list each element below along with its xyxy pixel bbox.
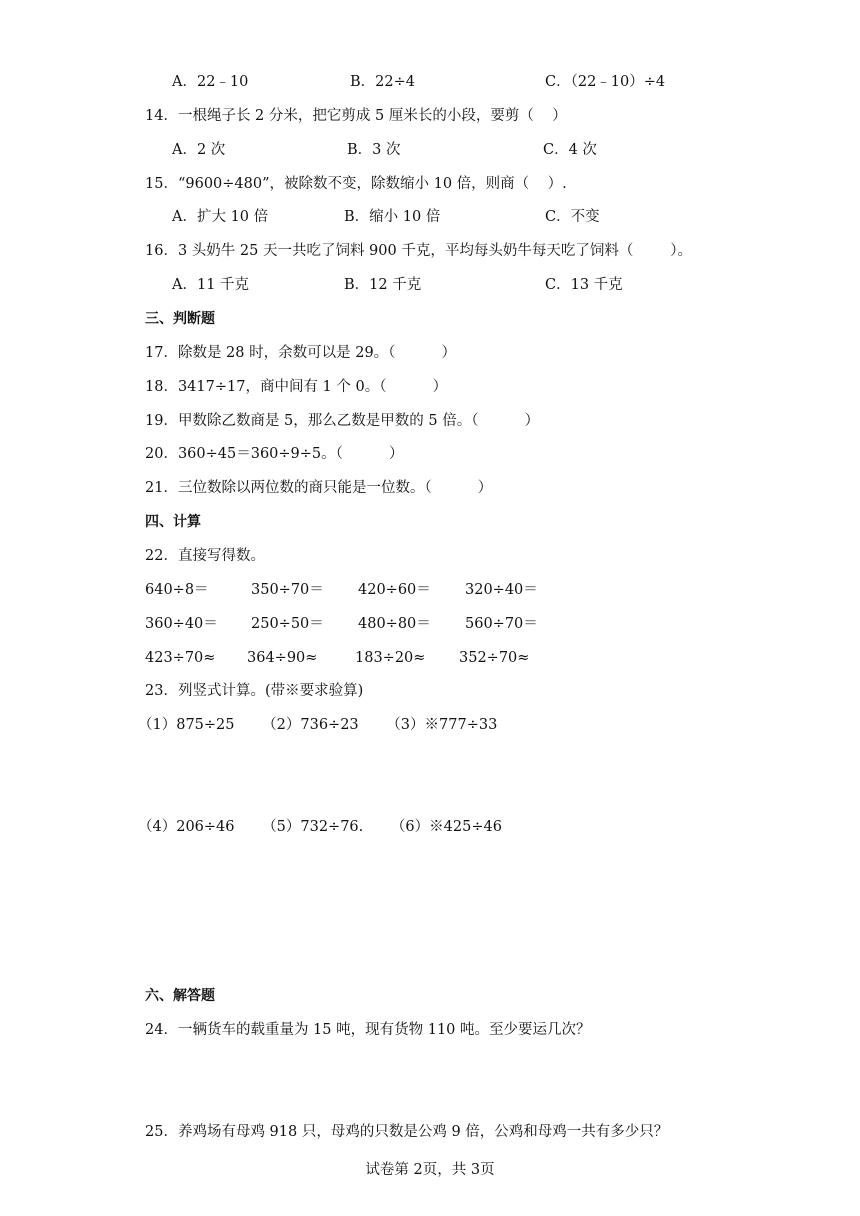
q25: 25．养鸡场有母鸡 918 只，母鸡的只数是公鸡 9 倍，公鸡和母鸡一共有多少只？: [145, 1124, 669, 1140]
q22-item: 360÷40＝: [145, 616, 218, 632]
q22-item: 320÷40＝: [465, 582, 538, 598]
section-heading-judgement: 三、判断题: [145, 311, 215, 327]
q13-option-b: B．22÷4: [350, 74, 415, 90]
q16-stem: 16．3 头奶牛 25 天一共吃了饲料 900 千克，平均每头奶牛每天吃了饲料（ ）。: [145, 243, 692, 259]
q19: 19．甲数除乙数商是 5，那么乙数是甲数的 5 倍。（ ）: [145, 413, 540, 429]
q14-option-b: B．3 次: [347, 142, 401, 158]
q15-option-c: C．不变: [545, 209, 600, 225]
section-heading-word-problems: 六、解答题: [145, 988, 215, 1004]
q22-item: 480÷80＝: [358, 616, 431, 632]
q22-item: 350÷70＝: [251, 582, 324, 598]
page-footer: 试卷第 2页，共 3页: [365, 1162, 495, 1178]
q23-stem: 23．列竖式计算。(带※要求验算): [145, 683, 364, 699]
q23-row-2: （4）206÷46 （5）732÷76. （6）※425÷46: [138, 819, 502, 835]
q16-option-a: A．11 千克: [172, 277, 250, 293]
q15-option-a: A．扩大 10 倍: [172, 209, 269, 225]
q24: 24．一辆货车的载重量为 15 吨，现有货物 110 吨。至少要运几次？: [145, 1022, 591, 1038]
q17: 17．除数是 28 时，余数可以是 29。（ ）: [145, 345, 457, 361]
q16-option-c: C．13 千克: [545, 277, 623, 293]
q22-item: 364÷90≈: [247, 650, 318, 666]
q15-stem: 15．“9600÷480”，被除数不变，除数缩小 10 倍，则商（ ）.: [145, 176, 567, 192]
q14-stem: 14．一根绳子长 2 分米，把它剪成 5 厘米长的小段，要剪（ ）: [145, 108, 567, 124]
q16-option-b: B．12 千克: [344, 277, 422, 293]
q14-option-a: A．2 次: [172, 142, 226, 158]
q23-row-1: （1）875÷25 （2）736÷23 （3）※777÷33: [138, 717, 498, 733]
q22-item: 560÷70＝: [465, 616, 538, 632]
q14-option-c: C．4 次: [543, 142, 597, 158]
q13-option-a: A．22﹣10: [172, 74, 249, 90]
q22-item: 423÷70≈: [145, 650, 216, 666]
q22-item: 640÷8＝: [145, 582, 209, 598]
q22-item: 183÷20≈: [355, 650, 426, 666]
q22-item: 250÷50＝: [251, 616, 324, 632]
q22-item: 352÷70≈: [459, 650, 530, 666]
q22-item: 420÷60＝: [358, 582, 431, 598]
q22-stem: 22．直接写得数。: [145, 548, 265, 564]
q13-option-c: C．（22﹣10）÷4: [545, 74, 666, 90]
q20: 20．360÷45＝360÷9÷5。（ ）: [145, 446, 404, 462]
q15-option-b: B．缩小 10 倍: [344, 209, 441, 225]
q21: 21．三位数除以两位数的商只能是一位数。（ ）: [145, 480, 493, 496]
q18: 18．3417÷17，商中间有 1 个 0。（ ）: [145, 379, 448, 395]
section-heading-calculation: 四、计算: [145, 514, 201, 530]
